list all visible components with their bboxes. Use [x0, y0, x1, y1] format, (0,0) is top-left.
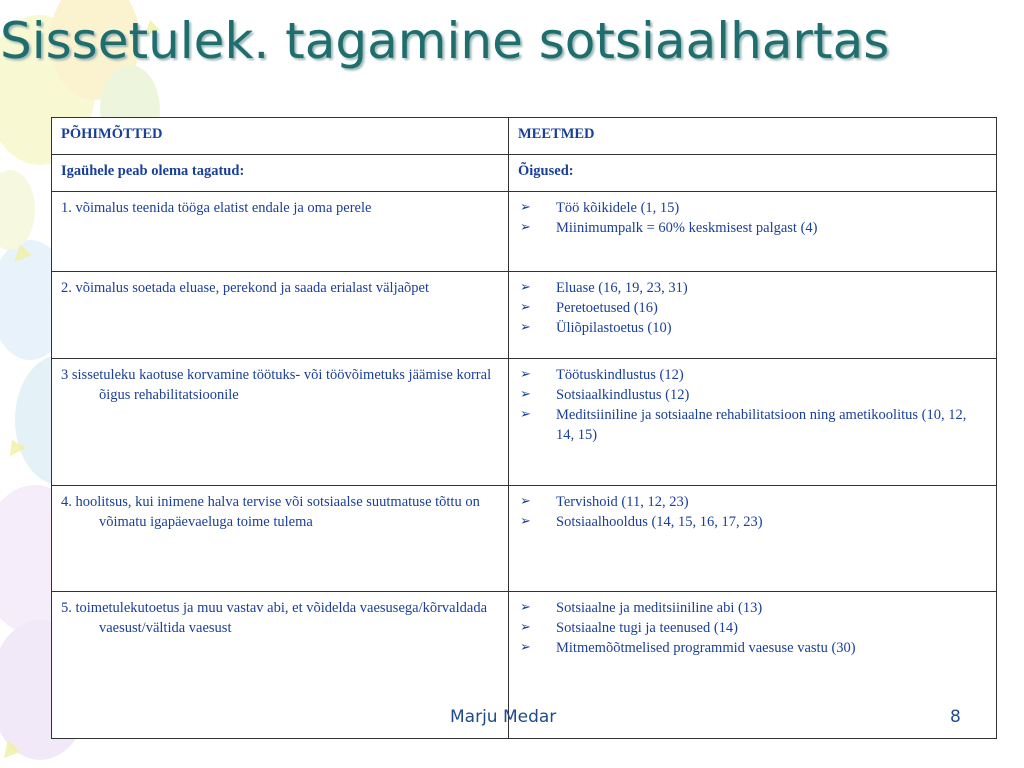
principle-text: 2. võimalus soetada eluase, perekond ja saada erialast väljaõpet: [61, 280, 429, 296]
footer-author: Marju Medar: [450, 707, 557, 727]
measures-list: [518, 198, 987, 238]
principle-text: 5. toimetulekutoetus ja muu vastav abi, et võidelda vaesusega/kõrvaldada vaesust/vältida vaesust: [61, 600, 488, 636]
list-item: ➢ Sotsiaalkindlustus (12): [520, 387, 690, 403]
measures-list: [518, 365, 987, 445]
list-item: ➢ Mitmemõõtmelised programmid vaesuse vastu (30): [520, 640, 856, 656]
list-item: ➢ Miinimumpalk = 60% keskmisest palgast (4): [520, 220, 818, 236]
principles-measures-table: [51, 117, 997, 739]
header-principles: PÕHIMÕTTED: [52, 118, 509, 155]
principle-text: 1. võimalus teenida tööga elatist endale ja oma perele: [61, 200, 372, 216]
slide-title: Sissetulek. tagamine sotsiaalhartas: [0, 12, 890, 70]
subheader-measures: Õigused:: [509, 155, 997, 192]
subheader-principles: Igaühele peab olema tagatud:: [52, 155, 509, 192]
principle-text: 3 sissetuleku kaotuse korvamine töötuks- või töövõimetuks jäämise korral õigus rehabilitatsioonile: [61, 367, 492, 403]
measures-list: [518, 278, 987, 338]
table-row: [52, 486, 997, 592]
arrowhead-bullet-icon: ➢: [520, 280, 531, 295]
arrowhead-bullet-icon: ➢: [520, 514, 531, 529]
arrowhead-bullet-icon: ➢: [520, 220, 531, 235]
arrowhead-bullet-icon: ➢: [520, 320, 531, 335]
list-item: ➢ Sotsiaalne ja meditsiiniline abi (13): [520, 600, 763, 616]
arrowhead-bullet-icon: ➢: [520, 494, 531, 509]
list-item: ➢ Peretoetused (16): [520, 300, 658, 316]
table-header-row: [52, 118, 997, 155]
list-item: ➢ Töö kõikidele (1, 15): [520, 200, 680, 216]
arrowhead-bullet-icon: ➢: [520, 600, 531, 615]
arrowhead-bullet-icon: ➢: [520, 620, 531, 635]
arrowhead-bullet-icon: ➢: [520, 200, 531, 215]
table-row: [52, 272, 997, 359]
list-item: ➢ Meditsiiniline ja sotsiaalne rehabilitatsioon ning ametikoolitus (10, 12, 14, 15): [520, 407, 967, 443]
arrowhead-bullet-icon: ➢: [520, 367, 531, 382]
list-item: ➢ Töötuskindlustus (12): [520, 367, 684, 383]
list-item: ➢ Sotsiaalhooldus (14, 15, 16, 17, 23): [520, 514, 763, 530]
arrowhead-bullet-icon: ➢: [520, 300, 531, 315]
table-subheader-row: [52, 155, 997, 192]
principle-text: 4. hoolitsus, kui inimene halva tervise või sotsiaalse suutmatuse tõttu on võimatu igapäevaeluga toime tulema: [61, 494, 480, 530]
page-number: 8: [950, 707, 961, 727]
list-item: ➢ Sotsiaalne tugi ja teenused (14): [520, 620, 739, 636]
list-item: ➢ Tervishoid (11, 12, 23): [520, 494, 689, 510]
measures-list: [518, 492, 987, 532]
list-item: ➢ Üliõpilastoetus (10): [520, 320, 672, 336]
header-measures: MEETMED: [509, 118, 997, 155]
list-item: ➢ Eluase (16, 19, 23, 31): [520, 280, 688, 296]
table-row: [52, 192, 997, 272]
arrowhead-bullet-icon: ➢: [520, 387, 531, 402]
measures-list: [518, 598, 987, 658]
table-row: [52, 359, 997, 486]
arrowhead-bullet-icon: ➢: [520, 640, 531, 655]
arrowhead-bullet-icon: ➢: [520, 407, 531, 422]
